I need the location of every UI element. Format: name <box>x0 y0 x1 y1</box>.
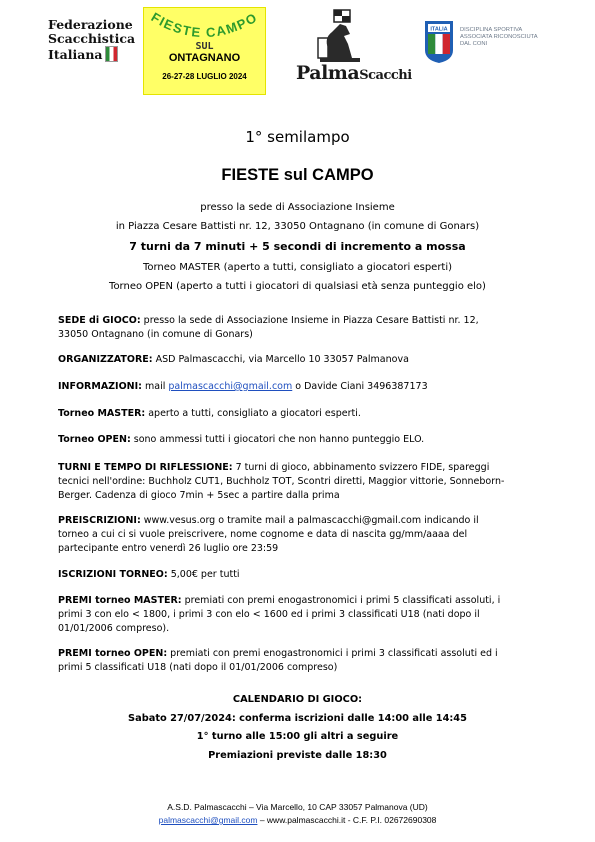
section-open: Torneo OPEN: sono ammessi tutti i giocatori che non hanno punteggio ELO. <box>58 434 425 445</box>
section-informazioni: INFORMAZIONI: mail palmascacchi@gmail.com o Davide Ciani 3496387173 <box>58 381 428 392</box>
open-summary: Torneo OPEN (aperto a tutti i giocatori di qualsiasi età senza punteggio elo) <box>109 281 486 292</box>
fieste-campo-logo <box>143 7 266 95</box>
fieste-logo-dates: 26-27-28 LUGLIO 2024 <box>162 72 247 81</box>
coni-recognition-text <box>460 27 570 48</box>
event-subtitle: 1° semilampo <box>245 128 350 146</box>
master-summary: Torneo MASTER (aperto a tutti, consigliato a giocatori esperti) <box>142 262 453 273</box>
section-label: Torneo MASTER: <box>58 408 146 419</box>
section-label: ORGANIZZATORE: <box>58 354 153 365</box>
section-label: INFORMAZIONI: <box>58 381 142 392</box>
italian-flag-icon <box>105 46 118 62</box>
footer-address: A.S.D. Palmascacchi – Via Marcello, 10 CAP 33057 Palmanova (UD) <box>167 802 428 812</box>
coni-text-line: DISCIPLINA SPORTIVA <box>460 27 523 33</box>
fieste-logo-place: ONTAGNANO <box>168 52 241 64</box>
section-label: SEDE di GIOCO: <box>58 315 141 326</box>
svg-text:ITALIA: ITALIA <box>430 26 448 33</box>
email-link[interactable]: palmascacchi@gmail.com <box>168 381 293 392</box>
palma-logo-part2: Scacchi <box>359 68 412 83</box>
svg-text:FIESTE CAMPO: FIESTE CAMPO <box>148 9 261 41</box>
calendar-line-3: Premiazioni previste dalle 18:30 <box>208 750 387 761</box>
coni-text-line: ASSOCIATA RICONOSCIUTA <box>460 34 538 40</box>
fsi-logo-line: Scacchistica <box>48 31 136 46</box>
section-label: PREMI torneo OPEN: <box>58 648 168 659</box>
chess-knight-icon <box>314 8 366 64</box>
time-control: 7 turni da 7 minuti + 5 secondi di incremento a mossa <box>129 240 466 253</box>
palma-logo-part1: Palma <box>296 62 360 84</box>
section-organizzatore: ORGANIZZATORE: ASD Palmascacchi, via Marcello 10 33057 Palmanova <box>58 354 409 365</box>
section-label: TURNI E TEMPO DI RIFLESSIONE: <box>58 462 233 473</box>
section-preiscrizioni: PREISCRIZIONI: www.vesus.org o tramite mail a palmascacchi@gmail.com indicando il torneo a cui ci si vuole preiscrivere, nome cognome e data di nascita gg/mm/aaaa del partecipante entro venerdì 26 luglio ore 23:59 <box>58 515 479 554</box>
section-premi-master: PREMI torneo MASTER: premiati con premi enogastronomici i primi 5 classificati assoluti, i primi 3 con elo < 1800, i primi 3 con elo < 1600 ed i primi 3 classificati U18 (nati dopo il 01/01/2006 compreso). <box>58 595 501 634</box>
event-title: FIESTE sul CAMPO <box>221 166 374 184</box>
section-iscrizioni: ISCRIZIONI TORNEO: 5,00€ per tutti <box>58 569 240 580</box>
calendar-line-2: 1° turno alle 15:00 gli altri a seguire <box>196 731 399 742</box>
fieste-logo-sul: SUL <box>195 41 214 52</box>
coni-text-line: DAL CONI <box>460 41 488 47</box>
fsi-logo-line: Federazione <box>48 17 133 32</box>
footer-email-link[interactable]: palmascacchi@gmail.com <box>158 815 258 825</box>
venue-line-2: in Piazza Cesare Battisti nr. 12, 33050 Ontagnano (in comune di Gonars) <box>115 221 480 232</box>
fsi-logo-line: Italiana <box>48 46 128 62</box>
section-turni: TURNI E TEMPO DI RIFLESSIONE: 7 turni di gioco, abbinamento svizzero FIDE, spareggi tecnici nell'ordine: Buchholz CUT1, Buchholz TOT, Scontri diretti, Maggior vittorie, Sonneborn- Berger. Cadenza di gioco 7min + 5sec a partire dalla prima <box>58 462 505 501</box>
section-label: PREMI torneo MASTER: <box>58 595 182 606</box>
footer-contacts: palmascacchi@gmail.com – www.palmascacchi.it - C.F. P.I. 02672690308 <box>158 815 437 825</box>
section-label: PREISCRIZIONI: <box>58 515 141 526</box>
calendar-line-1: Sabato 27/07/2024: conferma iscrizioni dalle 14:00 alle 14:45 <box>128 713 467 724</box>
coni-shield-icon <box>424 20 454 64</box>
calendar-title: CALENDARIO DI GIOCO: <box>232 694 363 705</box>
palmascacchi-logo-text <box>296 62 412 84</box>
fsi-logo <box>48 17 136 62</box>
section-label: Torneo OPEN: <box>58 434 131 445</box>
section-premi-open: PREMI torneo OPEN: premiati con premi enogastronomici i primi 3 classificati assoluti ed i primi 5 classificati U18 (nati dopo il 01/01/2006 compreso) <box>58 648 498 673</box>
venue-line-1: presso la sede di Associazione Insieme <box>200 202 395 213</box>
section-sede: SEDE di GIOCO: presso la sede di Associazione Insieme in Piazza Cesare Battisti nr. 12, 33050 Ontagnano (in comune di Gonars) <box>58 315 479 340</box>
section-master: Torneo MASTER: aperto a tutti, consigliato a giocatori esperti. <box>58 408 361 419</box>
section-label: ISCRIZIONI TORNEO: <box>58 569 168 580</box>
